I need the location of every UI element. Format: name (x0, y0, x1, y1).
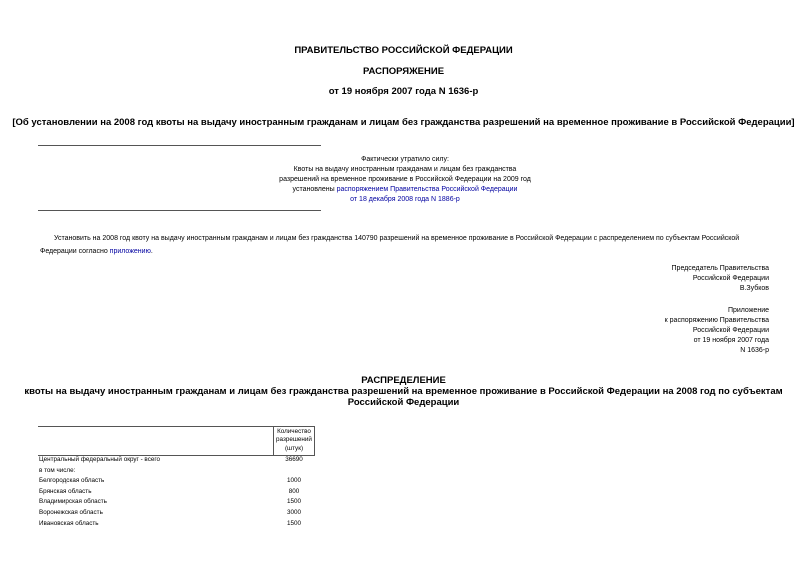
appendix-link[interactable]: приложению (109, 248, 151, 255)
region-count: 3000 (286, 508, 301, 516)
notice-top-rule (38, 145, 321, 146)
notice-bottom-rule (38, 210, 321, 211)
government-heading: ПРАВИТЕЛЬСТВО РОССИЙСКОЙ ФЕДЕРАЦИИ (294, 45, 513, 56)
region-count: 1500 (286, 519, 301, 527)
main-paragraph-prefix: Федерации согласно (40, 248, 110, 255)
table-header-name-cell (38, 427, 274, 456)
table-row (38, 509, 315, 520)
table-header-count (274, 427, 315, 456)
table-row (38, 498, 315, 509)
main-paragraph (40, 234, 780, 257)
distribution-subtitle-1: квоты на выдачу иностранным гражданам и лицам без гражданства разрешений на временное проживание в Российской Федерации на 2008 год по субъектам (24, 386, 783, 397)
region-name: Центральный федеральный округ - всего (39, 456, 161, 463)
appendix-note (665, 306, 769, 356)
table-header-line-1: Количество (277, 428, 311, 435)
table-row (38, 456, 315, 467)
regions-table (38, 426, 315, 530)
table-row (38, 467, 315, 478)
region-name: Ивановская область (39, 519, 99, 527)
appendix-note-line-5: N 1636-р (740, 347, 769, 354)
table-row (38, 477, 315, 488)
repeal-order-link[interactable]: распоряжением Правительства Российской Федерации (336, 186, 518, 193)
notice-line-1: Фактически утратило силу: (361, 156, 449, 163)
notice-line-4 (255, 185, 555, 195)
distribution-subtitle-2: Российской Федерации (347, 397, 460, 408)
signature-block (672, 264, 769, 294)
region-count: 1500 (286, 498, 301, 506)
table-header-line-3: (штук) (284, 444, 304, 452)
document-date: от 19 ноября 2007 года N 1636-р (328, 86, 479, 97)
notice-line-2: Квоты на выдачу иностранным гражданам и лицам без гражданства (293, 166, 517, 173)
signature-name: В.Зубков (739, 285, 769, 292)
region-name: в том числе: (39, 466, 76, 474)
region-name: Белгородская область (39, 477, 105, 485)
signature-country: Российской Федерации (692, 275, 769, 282)
document-title: [Об установлении на 2008 год квоты на выдачу иностранным гражданам и лицам без гражданства разрешений на временное проживание в Российской Федерации] (12, 117, 795, 128)
table-row (38, 520, 315, 531)
region-count: 1000 (286, 477, 301, 485)
appendix-note-line-1: Приложение (727, 307, 769, 314)
document-type: РАСПОРЯЖЕНИЕ (362, 66, 445, 77)
main-paragraph-line-1: Установить на 2008 год квоту на выдачу иностранным гражданам и лицам без гражданства 140790 разрешений на временное проживание в Российской Федерации с распределением по субъектам Российской (54, 235, 740, 242)
region-name: Брянская область (39, 487, 92, 495)
region-count: 36690 (285, 456, 303, 463)
distribution-heading (0, 375, 807, 408)
distribution-title: РАСПРЕДЕЛЕНИЕ (361, 375, 446, 386)
table-header-row (38, 427, 315, 456)
region-name: Воронежская область (39, 508, 103, 516)
notice-block (255, 155, 555, 205)
appendix-note-line-4: от 19 ноября 2007 года (693, 337, 769, 344)
appendix-note-line-2: к распоряжению Правительства (664, 317, 769, 324)
main-paragraph-suffix: . (150, 248, 153, 255)
region-name: Владимирская область (39, 498, 107, 506)
table-header-line-2: разрешений (276, 436, 312, 444)
region-count (274, 467, 315, 478)
region-count: 800 (288, 487, 300, 495)
main-paragraph-line-2 (40, 247, 780, 257)
notice-line-3: разрешений на временное проживание в Российской Федерации на 2009 год (279, 176, 531, 183)
table-row (38, 488, 315, 499)
appendix-note-line-3: Российской Федерации (692, 327, 769, 334)
signature-title: Председатель Правительства (671, 265, 769, 272)
notice-line-4-prefix: установлены (292, 186, 337, 193)
repeal-order-date-link[interactable]: от 18 декабря 2008 года N 1886-р (350, 196, 460, 203)
